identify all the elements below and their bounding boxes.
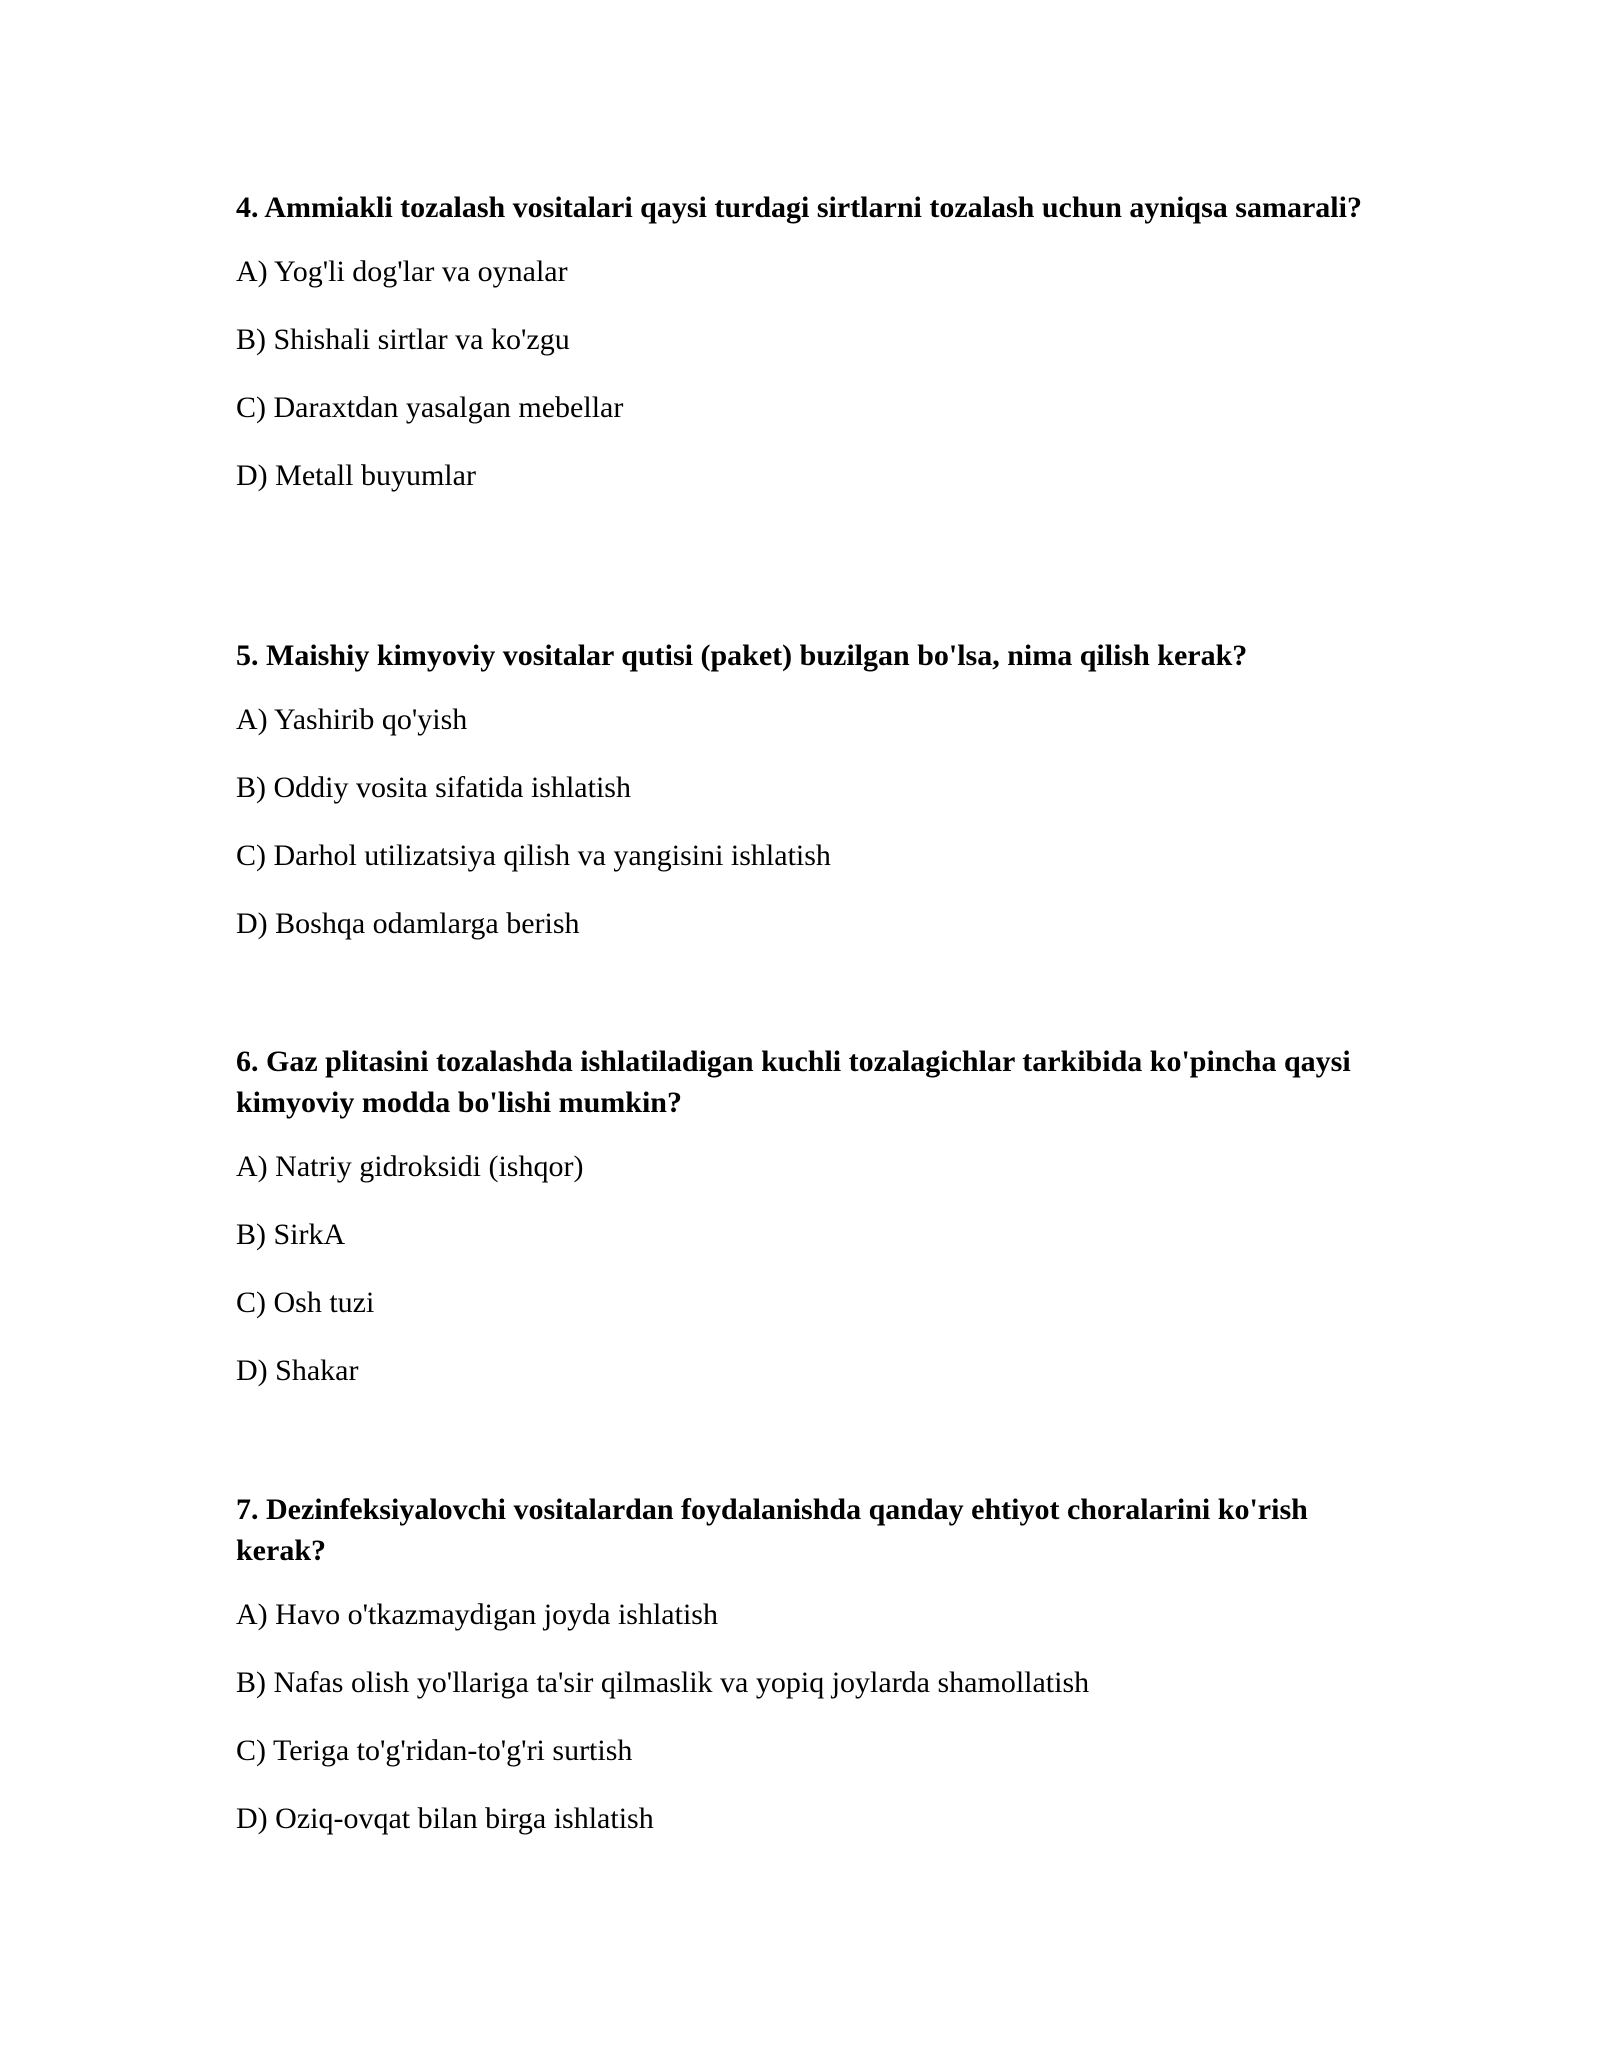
question-4 bbox=[236, 187, 1386, 523]
option-c: C) Teriga to'g'ridan-to'g'ri surtish bbox=[236, 1734, 633, 1767]
option-d: D) Metall buyumlar bbox=[236, 459, 476, 492]
option-b: B) Oddiy vosita sifatida ishlatish bbox=[236, 771, 631, 804]
option-a: A) Havo o'tkazmaydigan joyda ishlatish bbox=[236, 1598, 718, 1631]
option-a: A) Yog'li dog'lar va oynalar bbox=[236, 255, 568, 288]
option-b: B) Shishali sirtlar va ko'zgu bbox=[236, 323, 570, 356]
question-text: 4. Ammiakli tozalash vositalari qaysi turdagi sirtlarni tozalash uchun ayniqsa samarali? bbox=[236, 191, 1362, 224]
option-d: D) Shakar bbox=[236, 1354, 359, 1387]
question-text: 7. Dezinfeksiyalovchi vositalardan foydalanishda qanday ehtiyot choralarini ko'rish kerak? bbox=[236, 1493, 1308, 1567]
question-7 bbox=[236, 1489, 1386, 1866]
option-c: C) Darhol utilizatsiya qilish va yangisini ishlatish bbox=[236, 839, 831, 872]
question-5 bbox=[236, 635, 1386, 971]
option-c: C) Daraxtdan yasalgan mebellar bbox=[236, 391, 624, 424]
question-text: 5. Maishiy kimyoviy vositalar qutisi (paket) buzilgan bo'lsa, nima qilish kerak? bbox=[236, 639, 1248, 672]
option-d: D) Boshqa odamlarga berish bbox=[236, 907, 580, 940]
question-6 bbox=[236, 1041, 1386, 1418]
option-a: A) Natriy gidroksidi (ishqor) bbox=[236, 1150, 584, 1183]
option-b: B) Nafas olish yo'llariga ta'sir qilmaslik va yopiq joylarda shamollatish bbox=[236, 1666, 1090, 1699]
question-text: 6. Gaz plitasini tozalashda ishlatiladigan kuchli tozalagichlar tarkibida ko'pincha qaysi kimyoviy modda bo'lishi mumkin? bbox=[236, 1045, 1351, 1119]
option-c: C) Osh tuzi bbox=[236, 1286, 375, 1319]
option-b: B) SirkA bbox=[236, 1218, 346, 1251]
option-d: D) Oziq-ovqat bilan birga ishlatish bbox=[236, 1802, 654, 1835]
option-a: A) Yashirib qo'yish bbox=[236, 703, 468, 736]
